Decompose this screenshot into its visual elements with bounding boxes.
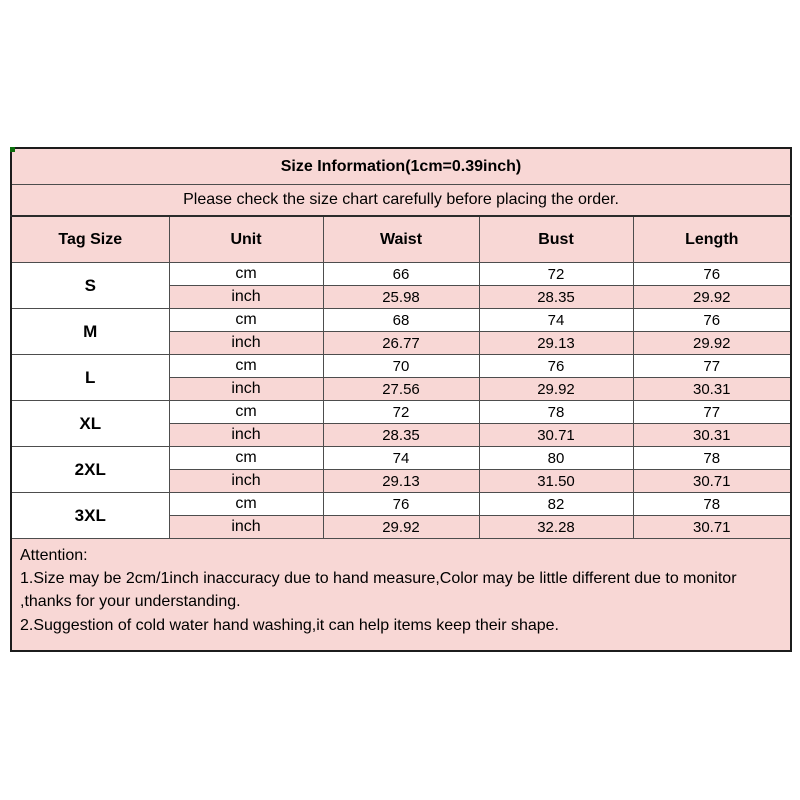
table-row [11,263,791,286]
attention-line: ,thanks for your understanding. [20,593,241,611]
measure-value: 29.92 [633,332,791,355]
attention-line: 2.Suggestion of cold water hand washing,it can help items keep their shape. [20,616,559,634]
measure-value: 78 [633,447,791,470]
measure-value: 32.28 [479,516,633,539]
unit-label: inch [169,378,323,401]
measure-value: 27.56 [323,378,479,401]
measure-value: 72 [323,401,479,424]
measure-value: 76 [633,309,791,332]
table-row [11,355,791,378]
measure-value: 76 [479,355,633,378]
measure-value: 30.71 [633,516,791,539]
measure-value: 76 [323,493,479,516]
column-header-length: Length [633,216,791,263]
column-header-bust: Bust [479,216,633,263]
measure-value: 77 [633,401,791,424]
measure-value: 68 [323,309,479,332]
measure-value: 74 [323,447,479,470]
table-row [11,493,791,516]
table-title: Size Information(1cm=0.39inch) [11,148,791,185]
measure-value: 26.77 [323,332,479,355]
table-subtitle: Please check the size chart carefully before placing the order. [11,185,791,217]
table-subtitle-row [11,185,791,217]
unit-label: inch [169,332,323,355]
measure-value: 77 [633,355,791,378]
table-title-row [11,148,791,185]
unit-label: cm [169,309,323,332]
size-label: S [11,263,169,309]
attention-note [11,539,791,652]
size-information-table [10,147,792,652]
size-label: M [11,309,169,355]
size-label: L [11,355,169,401]
measure-value: 30.71 [479,424,633,447]
attention-row [11,539,791,652]
measure-value: 70 [323,355,479,378]
table-row [11,401,791,424]
measure-value: 72 [479,263,633,286]
size-label: XL [11,401,169,447]
column-header-waist: Waist [323,216,479,263]
measure-value: 30.31 [633,378,791,401]
unit-label: cm [169,355,323,378]
measure-value: 76 [633,263,791,286]
unit-label: cm [169,401,323,424]
unit-label: inch [169,516,323,539]
measure-value: 82 [479,493,633,516]
table-row [11,447,791,470]
column-header-unit: Unit [169,216,323,263]
measure-value: 74 [479,309,633,332]
measure-value: 29.13 [323,470,479,493]
measure-value: 28.35 [323,424,479,447]
unit-label: cm [169,447,323,470]
unit-label: cm [169,493,323,516]
measure-value: 30.71 [633,470,791,493]
measure-value: 25.98 [323,286,479,309]
corner-mark [10,147,15,152]
measure-value: 66 [323,263,479,286]
measure-value: 29.92 [633,286,791,309]
size-table-body [11,263,791,539]
measure-value: 80 [479,447,633,470]
measure-value: 78 [633,493,791,516]
measure-value: 29.92 [323,516,479,539]
measure-value: 31.50 [479,470,633,493]
unit-label: inch [169,424,323,447]
attention-line: 1.Size may be 2cm/1inch inaccuracy due to hand measure,Color may be little different due to monitor [20,570,737,588]
unit-label: cm [169,263,323,286]
measure-value: 29.92 [479,378,633,401]
measure-value: 30.31 [633,424,791,447]
unit-label: inch [169,470,323,493]
measure-value: 28.35 [479,286,633,309]
size-label: 2XL [11,447,169,493]
attention-heading: Attention: [20,547,88,564]
measure-value: 29.13 [479,332,633,355]
unit-label: inch [169,286,323,309]
size-label: 3XL [11,493,169,539]
table-row [11,309,791,332]
table-header-row [11,216,791,263]
measure-value: 78 [479,401,633,424]
column-header-tag-size: Tag Size [11,216,169,263]
